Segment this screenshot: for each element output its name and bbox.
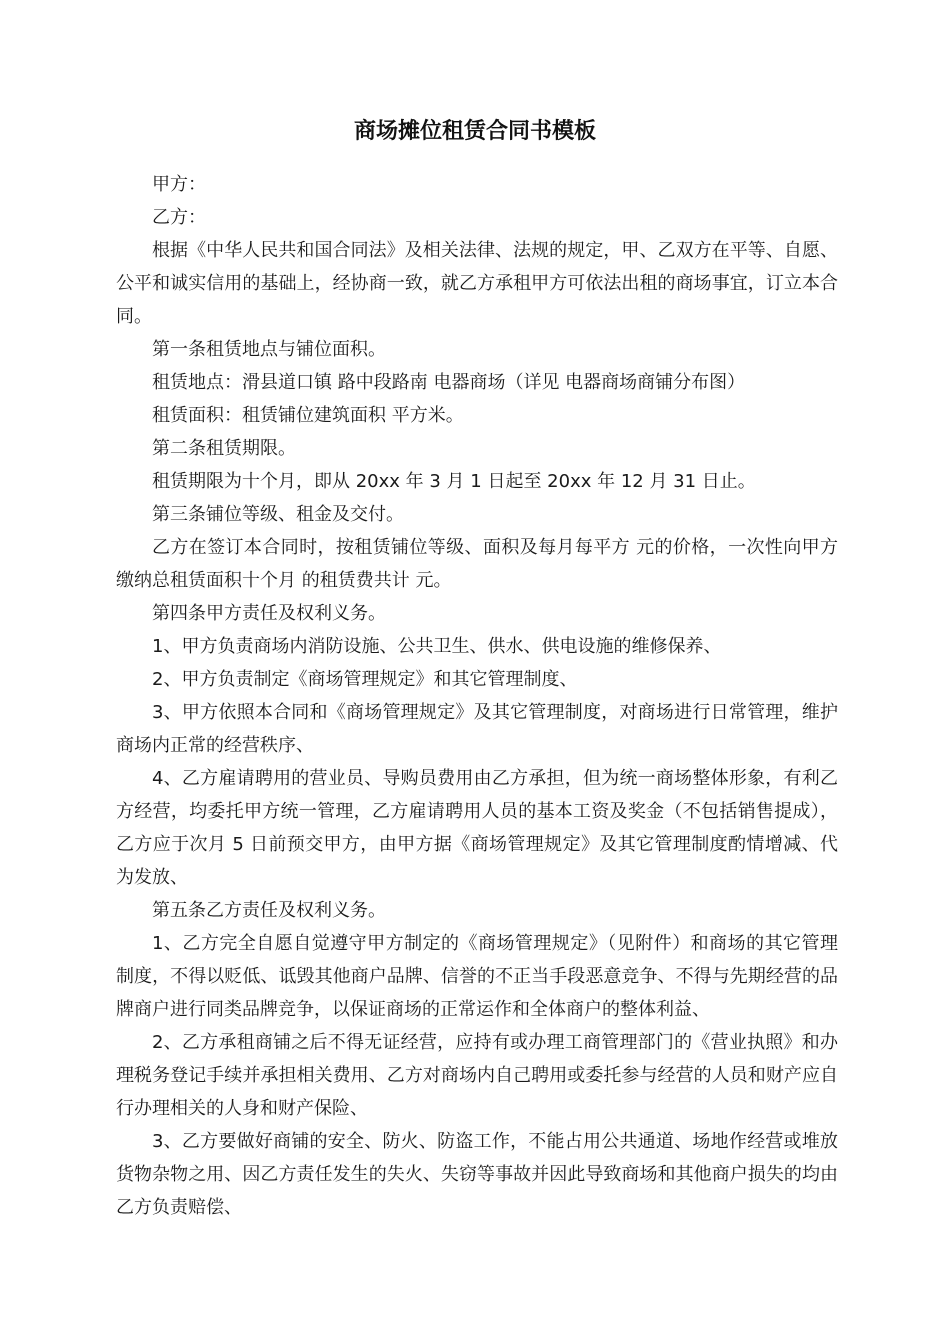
article-5-heading: 第五条乙方责任及权利义务。 <box>152 900 386 921</box>
article-4-item-3: 3、甲方依照本合同和《商场管理规定》及其它管理制度，对商场进行日常管理，维护商场内正常的经营秩序、 <box>116 702 838 756</box>
article-1-heading: 第一条租赁地点与铺位面积。 <box>152 339 386 360</box>
preamble-paragraph: 根据《中华人民共和国合同法》及相关法律、法规的规定，甲、乙双方在平等、自愿、公平和诚实信用的基础上，经协商一致，就乙方承租甲方可依法出租的商场事宜，订立本合同。 <box>116 240 838 327</box>
article-3-heading: 第三条铺位等级、租金及交付。 <box>152 504 404 525</box>
document-body <box>116 168 838 1224</box>
article-4-item-2: 2、甲方负责制定《商场管理规定》和其它管理制度、 <box>152 669 578 690</box>
article-4-item-4: 4、乙方雇请聘用的营业员、导购员费用由乙方承担，但为统一商场整体形象，有利乙方经营，均委托甲方统一管理，乙方雇请聘用人员的基本工资及奖金（不包括销售提成），乙方应于次月 5 日前预交甲方，由甲方据《商场管理规定》及其它管理制度酌情增减、代为发放、 <box>116 768 838 888</box>
party-a-line: 甲方： <box>152 174 206 195</box>
lease-location-line: 租赁地点：滑县道口镇 路中段路南 电器商场（详见 电器商场商铺分布图） <box>152 372 746 393</box>
party-b-line: 乙方： <box>152 207 206 228</box>
lease-term-line: 租赁期限为十个月，即从 20xx 年 3 月 1 日起至 20xx 年 12 月 31 日止。 <box>152 471 756 492</box>
article-5-item-1: 1、乙方完全自愿自觉遵守甲方制定的《商场管理规定》（见附件）和商场的其它管理制度，不得以贬低、诋毁其他商户品牌、信誉的不正当手段恶意竞争、不得与先期经营的品牌商户进行同类品牌竞争，以保证商场的正常运作和全体商户的整体利益、 <box>116 933 838 1020</box>
article-4-heading: 第四条甲方责任及权利义务。 <box>152 603 386 624</box>
article-5-item-3: 3、乙方要做好商铺的安全、防火、防盗工作，不能占用公共通道、场地作经营或堆放货物杂物之用、因乙方责任发生的失火、失窃等事故并因此导致商场和其他商户损失的均由乙方负责赔偿、 <box>116 1131 838 1218</box>
article-2-heading: 第二条租赁期限。 <box>152 438 296 459</box>
lease-area-line: 租赁面积：租赁铺位建筑面积 平方米。 <box>152 405 464 426</box>
rent-payment-paragraph: 乙方在签订本合同时，按租赁铺位等级、面积及每月每平方 元的价格，一次性向甲方缴纳总租赁面积十个月 的租赁费共计 元。 <box>116 537 838 591</box>
document-title: 商场摊位租赁合同书模板 <box>353 119 596 144</box>
article-5-item-2: 2、乙方承租商铺之后不得无证经营，应持有或办理工商管理部门的《营业执照》和办理税务登记手续并承担相关费用、乙方对商场内自己聘用或委托参与经营的人员和财产应自行办理相关的人身和财产保险、 <box>116 1032 838 1119</box>
article-4-item-1: 1、甲方负责商场内消防设施、公共卫生、供水、供电设施的维修保养、 <box>152 636 722 657</box>
